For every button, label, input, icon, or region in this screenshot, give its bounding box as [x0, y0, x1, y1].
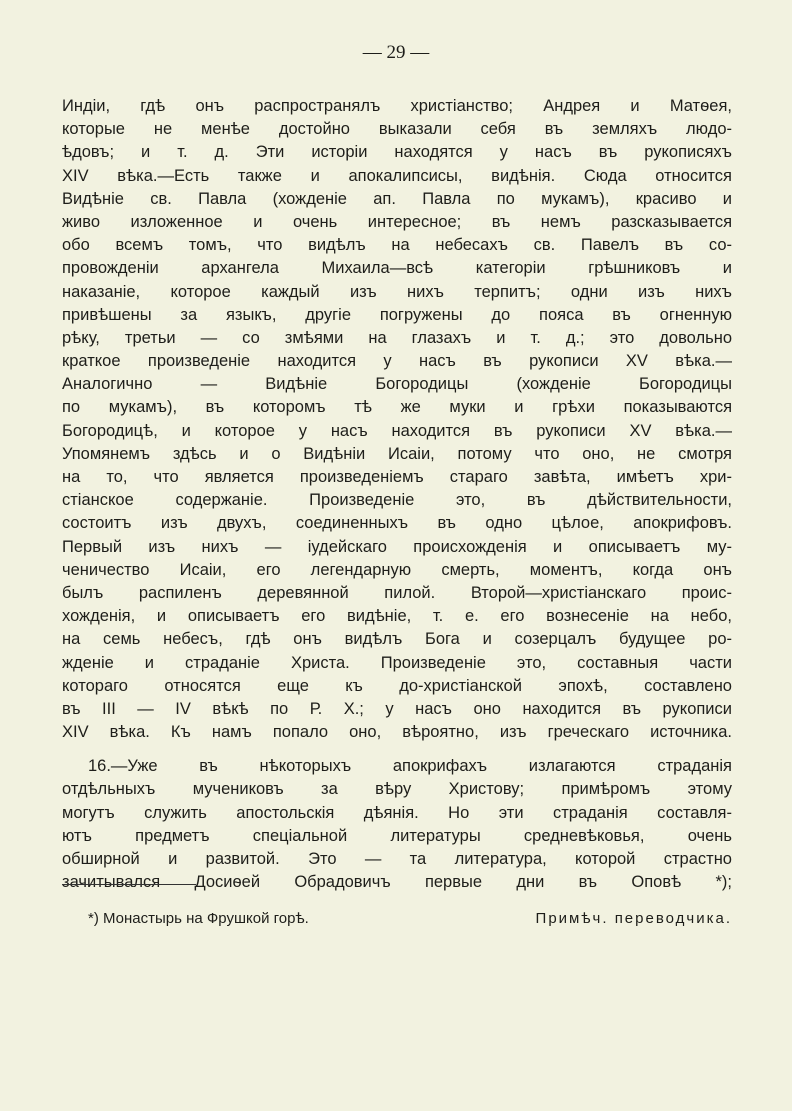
text-line: Первый изъ нихъ — іудейскаго происхожденія и описываетъ му-	[62, 537, 732, 556]
text-line: ѣдовъ; и т. д. Эти исторіи находятся у насъ въ рукописяхъ	[62, 143, 732, 162]
text-line: зачитывался Досиѳей Обрадовичъ первые дни въ Оповѣ *);	[62, 873, 732, 892]
text-line: наказаніе, которое каждый изъ нихъ терпитъ; одни изъ нихъ	[62, 282, 732, 301]
text-line: провожденіи архангела Михаила—всѣ категоріи грѣшниковъ и	[62, 259, 732, 278]
paragraph-1	[62, 95, 732, 744]
text-line: на семь небесъ, гдѣ онъ видѣлъ Бога и созерцалъ будущее ро-	[62, 630, 732, 649]
text-line: которые не менѣе достойно выказали себя въ земляхъ людо-	[62, 120, 732, 139]
text-line: обо всемъ томъ, что видѣлъ на небесахъ св. Павелъ въ со-	[62, 236, 732, 255]
footnote-divider	[62, 884, 196, 885]
text-line: на то, что является произведеніемъ стараго завѣта, имѣетъ хри-	[62, 468, 732, 486]
text-line: Упомянемъ здѣсь и о Видѣніи Исаіи, потому что оно, не смотря	[62, 444, 732, 463]
text-line: отдѣльныхъ мучениковъ за вѣру Христову; примѣромъ этому	[62, 780, 732, 799]
text-line: Видѣніе св. Павла (хожденіе ап. Павла по мукамъ), красиво и	[62, 189, 732, 208]
text-line: 16.—Уже въ нѣкоторыхъ апокрифахъ излагаются страданія	[88, 757, 732, 776]
page-number: — 29 —	[362, 42, 430, 63]
text-line: могутъ служить апостольскія дѣянія. Но эти страданія составля-	[62, 803, 732, 822]
text-line: XIV вѣка.—Есть также и апокалипсисы, видѣнія. Сюда относится	[62, 166, 732, 185]
text-line: по мукамъ), въ которомъ тѣ же муки и грѣхи показываются	[62, 398, 732, 417]
paragraph-2	[62, 755, 732, 894]
text-line: Аналогично — Видѣніе Богородицы (хожденіе Богородицы	[62, 375, 732, 394]
text-line: въ III — IV вѣкѣ по Р. Х.; у насъ оно находится въ рукописи	[62, 699, 732, 718]
text-line: ютъ предметъ спеціальной литературы средневѣковья, очень	[62, 826, 732, 845]
text-line: котораго относятся еще къ до-христіанской эпохѣ, составлено	[62, 676, 732, 695]
text-line: живо изложенное и очень интересное; въ немъ разсказывается	[62, 212, 732, 231]
text-line: привѣшены за языкъ, другіе погружены до пояса въ огненную	[62, 305, 732, 324]
text-line: ченичество Исаіи, его легендарную смерть, моментъ, когда онъ	[62, 560, 732, 579]
text-line: XIV вѣка. Къ намъ попало оно, вѣроятно, изъ греческаго источника.	[62, 723, 732, 742]
text-line: хожденія, и описываетъ его видѣніе, т. е. его вознесеніе на небо,	[62, 607, 732, 626]
text-line: былъ распиленъ деревянной пилой. Второй—христіанскаго проис-	[62, 583, 732, 602]
text-line: обширной и развитой. Это — та литература, которой страстно	[62, 850, 732, 868]
text-line: стіанское содержаніе. Произведеніе это, въ дѣйствительности,	[62, 491, 732, 510]
footnote-text: *) Монастырь на Фрушкой горѣ.	[88, 910, 309, 927]
footnote	[88, 910, 732, 927]
text-line: состоитъ изъ двухъ, соединенныхъ въ одно цѣлое, апокрифовъ.	[62, 514, 732, 533]
footnote-signature: Примѣч. переводчика.	[535, 910, 732, 927]
text-line: жденіе и страданіе Христа. Произведеніе это, составныя части	[62, 653, 732, 672]
text-line: Индіи, гдѣ онъ распространялъ христіанство; Андрея и Матѳея,	[62, 97, 732, 115]
text-line: Богородицѣ, и которое у насъ находится въ рукописи XV вѣка.—	[62, 421, 732, 440]
text-line: краткое произведеніе находится у насъ въ рукописи XV вѣка.—	[62, 352, 732, 371]
text-line: рѣку, третьи — со змѣями на глазахъ и т. д.; это довольно	[62, 328, 732, 347]
body-text	[62, 95, 732, 894]
